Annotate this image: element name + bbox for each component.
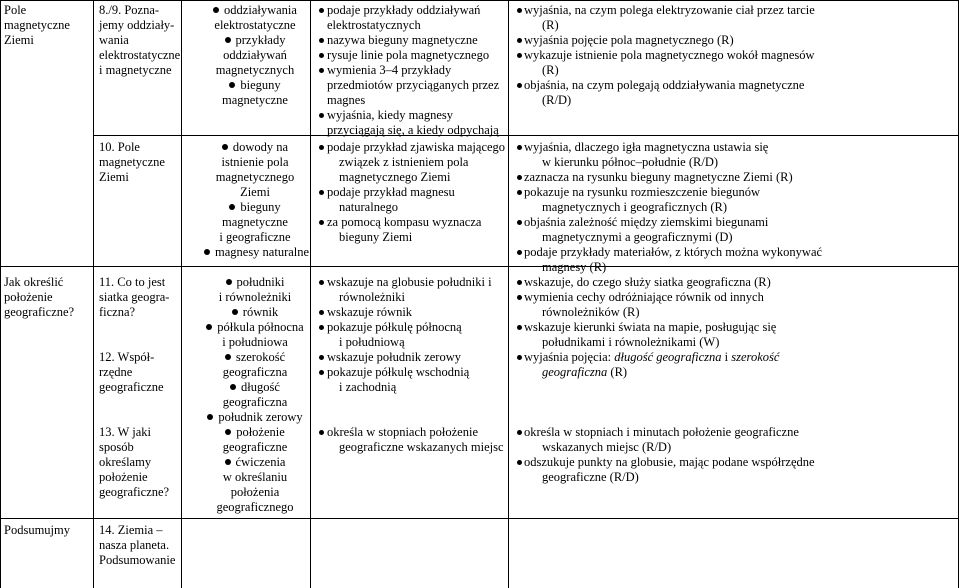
req-item: rysuje linie pola magnetycznego [318,48,506,63]
req-item-cont: magnetycznymi a geograficznymi (D) [542,230,733,244]
bullet-icon [229,204,235,210]
req-item-cont: w kierunku północ–południe (R/D) [542,155,719,169]
req-item: za pomocą kompasu wyznacza [318,215,506,230]
req-item: podaje przykłady materiałów, z których można wykonywać [515,245,951,260]
req-item: wskazuje na globusie południki i [318,275,506,290]
req-item: wskazuje południk zerowy [318,350,506,365]
bullet-icon [226,279,232,285]
bullet-icon [207,414,213,420]
lesson-line: rzędne [99,365,133,379]
req-item: pokazuje półkulę wschodnią [318,365,506,380]
req-item-cont: (R/D) [542,93,572,107]
lesson-cell [99,425,187,500]
bullet-icon [225,354,231,360]
req-item: wyjaśnia pojęcia: długość geograficzna i szerokość [515,350,951,365]
col-divider-1 [93,0,94,588]
req-item: wykazuje istnienie pola magnetycznego wokół magnesów [515,48,951,63]
lesson-line: Podsumowanie [99,553,176,567]
req-item: wyjaśnia pojęcie pola magnetycznego (R) [515,33,951,48]
basic-req-cell [318,275,506,395]
content-line: bieguny [200,200,306,215]
topic-line: magnetyczne [4,18,70,32]
req-item-cont: magnes [327,93,366,107]
content-line: przykłady [200,33,306,48]
req-item: objaśnia, na czym polegają oddziaływania magnetyczne [515,78,951,93]
lesson-line: jemy oddziały- [99,18,175,32]
content-line: ćwiczenia [200,455,306,470]
req-item-cont: równoleżników (R) [542,305,640,319]
req-item-cont: bieguny Ziemi [339,230,413,244]
extended-req-cell [515,140,951,275]
content-line: południk zerowy [200,410,306,425]
req-item-cont: naturalnego [339,200,399,214]
content-line: oddziaływań [223,48,287,62]
req-item: wskazuje kierunki świata na mapie, posługując się [515,320,951,335]
topic-cell [4,275,86,320]
req-item-cont: równoleżniki [339,290,405,304]
req-item: podaje przykład zjawiska mającego [318,140,506,155]
req-item: wskazuje, do czego służy siatka geograficzna (R) [515,275,951,290]
content-line: magnetycznego [215,170,295,184]
extended-req-cell [515,275,951,380]
content-line: w określaniu [222,470,288,484]
req-item: określa w stopniach i minutach położenie geograficzne [515,425,951,440]
req-item-cont: geograficzne wskazanych miejsc [339,440,504,454]
content-line: bieguny [200,78,306,93]
req-item: zaznacza na rysunku bieguny magnetyczne Ziemi (R) [515,170,951,185]
topic-line: Ziemi [4,33,34,47]
content-line: półkula północna [200,320,306,335]
content-line: szerokość [200,350,306,365]
bullet-icon [204,249,210,255]
req-item-cont: magnetycznego Ziemi [339,170,451,184]
content-line: długość [200,380,306,395]
col-divider-3 [310,0,311,588]
content-line: dowody na [200,140,306,155]
content-cell [200,3,306,108]
lesson-line: geograficzne? [99,485,170,499]
lesson-cell [99,140,187,185]
content-line: magnetycznych [215,63,295,77]
lesson-line: 12. Współ- [99,350,155,364]
req-item: pokazuje na rysunku rozmieszczenie biegunów [515,185,951,200]
lesson-line: 13. W jaki [99,425,151,439]
topic-line: geograficzne? [4,305,75,319]
row-divider-3 [0,518,959,519]
req-item-cont: wskazanych miejsc (R/D) [542,440,672,454]
bullet-icon [232,309,238,315]
row-divider-1 [93,135,959,136]
extended-req-cell [515,3,951,108]
req-item-cont: elektrostatycznych [327,18,421,32]
req-item-cont: i zachodnią [339,380,397,394]
bullet-icon [222,144,228,150]
req-item: nazywa bieguny magnetyczne [318,33,506,48]
content-line: magnesy naturalne [200,245,306,260]
req-item: wskazuje równik [318,305,506,320]
col-divider-4 [508,0,509,588]
lesson-line: 8./9. Pozna- [99,3,160,17]
topic-cell [4,3,86,48]
content-line: geograficznego [216,500,294,514]
lesson-line: ficzna? [99,305,136,319]
req-item-cont: (R) [542,18,559,32]
req-item-cont: przyciągają się, a kiedy odpychają [327,123,499,137]
topic-line: Jak określić [4,275,64,289]
req-item: podaje przykłady oddziaływań [318,3,506,18]
req-item: pokazuje półkulę północną [318,320,506,335]
content-line: Ziemi [240,185,270,199]
req-item-cont: geograficzna (R) [542,365,628,379]
lesson-line: i magnetyczne [99,63,172,77]
lesson-line: położenie [99,470,148,484]
req-item: wymienia cechy odróżniające równik od innych [515,290,951,305]
req-item: określa w stopniach położenie [318,425,506,440]
table-border-top [0,0,959,1]
content-line: geograficzna [222,365,288,379]
extended-req-cell [515,425,951,485]
req-item: wyjaśnia, dlaczego igła magnetyczna ustawia się [515,140,951,155]
req-item: wymienia 3–4 przykłady [318,63,506,78]
content-line: elektrostatyczne [214,18,296,32]
table-border-left [0,0,1,588]
content-line: istnienie pola [221,155,289,169]
req-item-cont: południkami i równoleżnikami (W) [542,335,720,349]
bullet-icon [225,429,231,435]
content-cell [200,140,310,260]
content-line: położenia [230,485,280,499]
lesson-line: Ziemi [99,170,129,184]
lesson-line: geograficzne [99,380,164,394]
content-line: geograficzne [222,440,288,454]
req-item-cont: magnetycznych i geograficznych (R) [542,200,727,214]
topic-line: Pole [4,3,27,17]
bullet-icon [206,324,212,330]
content-line: i południowa [222,335,288,349]
req-item: objaśnia zależność między ziemskimi biegunami [515,215,951,230]
lesson-line: 14. Ziemia – [99,523,163,537]
content-cell [200,275,306,515]
req-item-cont: geograficzne (R/D) [542,470,639,484]
req-item-cont: związek z istnieniem pola [339,155,469,169]
lesson-line: 11. Co to jest [99,275,166,289]
req-item-cont: magnesy (R) [542,260,607,274]
req-item: odszukuje punkty na globusie, mając podane współrzędne [515,455,951,470]
content-line: magnetyczne [222,215,288,229]
req-item: podaje przykład magnesu [318,185,506,200]
content-line: i geograficzne [219,230,291,244]
content-line: geograficzna [222,395,288,409]
bullet-icon [213,7,219,13]
topic-cell [4,523,86,538]
lesson-cell [99,3,187,78]
content-line: równik [200,305,306,320]
lesson-line: nasza planeta. [99,538,170,552]
lesson-line: elektrostatyczne [99,48,181,62]
req-item-cont: (R) [542,63,559,77]
content-line: położenie [200,425,306,440]
bullet-icon [225,459,231,465]
bullet-icon [230,384,236,390]
lesson-cell [99,275,187,320]
topic-line: Podsumujmy [4,523,70,537]
lesson-line: wania [99,33,129,47]
req-item-cont: przedmiotów przyciąganych przez [327,78,500,92]
req-item-cont: i południową [339,335,405,349]
req-item: wyjaśnia, na czym polega elektryzowanie ciał przez tarcie [515,3,951,18]
lesson-line: magnetyczne [99,155,165,169]
lesson-cell [99,523,187,568]
lesson-line: siatka geogra- [99,290,170,304]
content-line: oddziaływania [200,3,306,18]
lesson-line: 10. Pole [99,140,140,154]
content-line: południki [200,275,306,290]
req-item: wyjaśnia, kiedy magnesy [318,108,506,123]
content-line: i równoleżniki [218,290,292,304]
bullet-icon [229,82,235,88]
topic-line: położenie [4,290,53,304]
basic-req-cell [318,140,506,245]
lesson-cell [99,350,187,395]
lesson-line: określamy [99,455,152,469]
content-line: magnetyczne [222,93,288,107]
lesson-line: sposób [99,440,134,454]
bullet-icon [225,37,231,43]
basic-req-cell [318,3,506,138]
basic-req-cell [318,425,506,455]
